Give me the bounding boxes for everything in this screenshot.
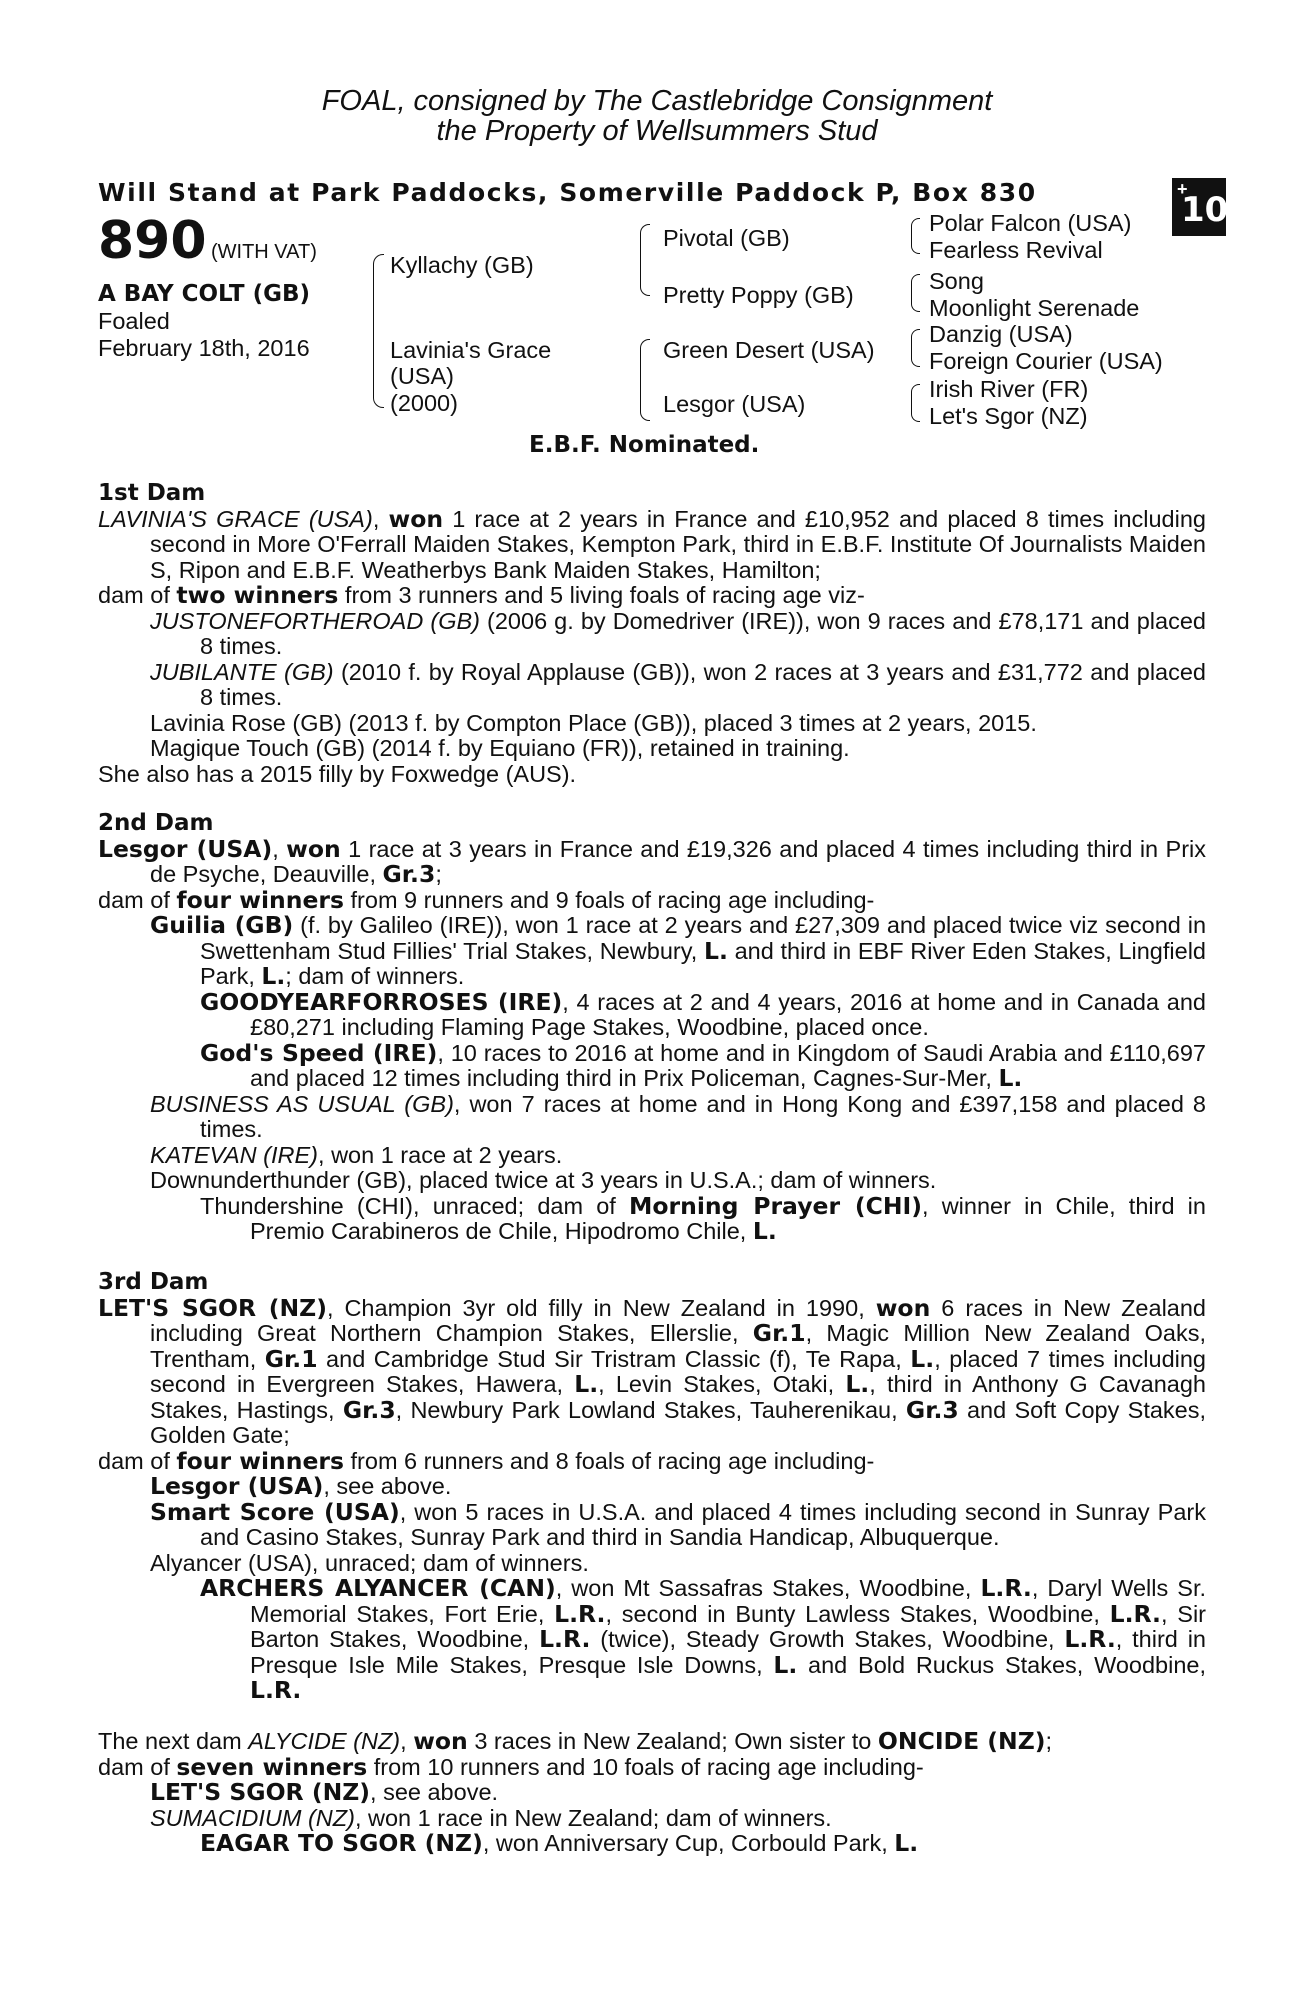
produce-entry: BUSINESS AS USUAL (GB), won 7 races at home and in Hong Kong and £397,158 and placed 8 times. bbox=[150, 1090, 1206, 1142]
box-badge bbox=[1172, 178, 1229, 236]
pedigree-brace-3b bbox=[911, 274, 920, 312]
dam-dam: Lesgor (USA) bbox=[663, 391, 806, 417]
sire: Kyllachy (GB) bbox=[390, 252, 534, 278]
produce-entry: SUMACIDIUM (NZ), won 1 race in New Zealand; dam of winners. bbox=[150, 1804, 832, 1831]
lot-number: 890 bbox=[98, 211, 207, 271]
third-dam-section bbox=[98, 1270, 1206, 1704]
first-dam-name: LAVINIA'S GRACE (USA) bbox=[98, 505, 373, 532]
second-dam-heading: 2nd Dam bbox=[98, 810, 214, 836]
first-dam-produce-summary: dam of two winners from 3 runners and 5 living foals of racing age viz- bbox=[98, 581, 865, 609]
sire-sire: Pivotal (GB) bbox=[663, 225, 790, 251]
first-dam-record: LAVINIA'S GRACE (USA), won 1 race at 2 years in France and £10,952 and placed 8 times including second in More O'Ferrall Maiden Stakes, Kempton Park, third in E.B.F. Institute Of Journalists Maiden S, Ripon and E.B.F. Weatherbys Bank Maiden Stakes, Hamilton; bbox=[98, 504, 1206, 583]
lot-title: A BAY COLT (GB) bbox=[98, 281, 311, 307]
produce-entry: JUSTONEFORTHEROAD (GB) (2006 g. by Domedriver (IRE)), won 9 races and £78,171 and placed 8 times. bbox=[150, 607, 1206, 659]
produce-entry: KATEVAN (IRE), won 1 race at 2 years. bbox=[150, 1141, 563, 1168]
produce-entry: Magique Touch (GB) (2014 f. by Equiano (FR)), retained in training. bbox=[150, 735, 850, 761]
dam-line-2: (USA) bbox=[390, 363, 454, 389]
produce-entry: Downunderthunder (GB), placed twice at 3 years in U.S.A.; dam of winners. bbox=[150, 1167, 937, 1193]
sire-dam: Pretty Poppy (GB) bbox=[663, 282, 854, 308]
produce-entry: Smart Score (USA), won 5 races in U.S.A. and placed 4 times including second in Sunray Park and Casino Stakes, Sunray Park and third in Sandia Handicap, Albuquerque. bbox=[150, 1497, 1206, 1550]
produce-entry: LET'S SGOR (NZ), see above. bbox=[150, 1778, 499, 1806]
ebf-note: E.B.F. Nominated. bbox=[529, 432, 760, 458]
pedigree-brace-3a bbox=[911, 218, 920, 254]
pedigree-brace-1 bbox=[373, 254, 384, 408]
produce-entry: Guilia (GB) (f. by Galileo (IRE)), won 1 race at 2 years and £27,309 and placed twice viz second in Swettenham Stud Fillies' Trial Stakes, Newbury, L. and third in EBF River Eden Stakes, Lingfield Park, L.; dam of winners. bbox=[150, 911, 1207, 990]
pedigree-brace-2a bbox=[640, 224, 650, 296]
pedigree-sds: Song bbox=[929, 268, 984, 294]
produce-entry: God's Speed (IRE), 10 races to 2016 at home and in Kingdom of Saudi Arabia and £110,697 and placed 12 times including third in Prix Policeman, Cagnes-Sur-Mer, L. bbox=[200, 1038, 1206, 1092]
foaled-label: Foaled bbox=[98, 308, 170, 334]
pedigree-brace-3d bbox=[911, 384, 920, 422]
dam-line-1: Lavinia's Grace bbox=[390, 337, 552, 363]
pedigree-ddd: Let's Sgor (NZ) bbox=[929, 403, 1088, 429]
first-dam-section bbox=[98, 481, 1206, 787]
produce-entry: Lesgor (USA), see above. bbox=[150, 1472, 452, 1500]
produce-entry: Alyancer (USA), unraced; dam of winners. bbox=[150, 1549, 589, 1576]
produce-entry: EAGAR TO SGOR (NZ), won Anniversary Cup, Corbould Park, L. bbox=[200, 1829, 919, 1857]
first-dam-heading: 1st Dam bbox=[98, 480, 206, 506]
pedigree-dds: Irish River (FR) bbox=[929, 376, 1089, 402]
pedigree-brace-2b bbox=[640, 339, 650, 421]
badge-plus: + bbox=[1177, 179, 1188, 199]
badge-number: 10 bbox=[1181, 190, 1229, 230]
second-dam-produce-summary: dam of four winners from 9 runners and 9 foals of racing age including- bbox=[98, 885, 875, 914]
consignor-line: FOAL, consigned by The Castlebridge Consignment bbox=[321, 85, 993, 117]
dam-sire: Green Desert (USA) bbox=[663, 337, 875, 363]
pedigree-brace-3c bbox=[911, 329, 920, 367]
next-dam-record: The next dam ALYCIDE (NZ), won 3 races in New Zealand; Own sister to ONCIDE (NZ); bbox=[98, 1727, 1053, 1755]
pedigree-sss: Polar Falcon (USA) bbox=[929, 210, 1132, 236]
foaled-date: February 18th, 2016 bbox=[98, 335, 310, 361]
stabling-line: Will Stand at Park Paddocks, Somerville Paddock P, Box 830 bbox=[98, 178, 1037, 207]
second-dam-record: Lesgor (USA), won 1 race at 3 years in France and £19,326 and placed 4 times including third in Prix de Psyche, Deauville, Gr.3; bbox=[98, 834, 1206, 888]
third-dam-heading: 3rd Dam bbox=[98, 1269, 209, 1295]
pedigree-dsd: Foreign Courier (USA) bbox=[929, 348, 1163, 374]
second-dam-section bbox=[98, 811, 1206, 1245]
next-dam-section bbox=[98, 1729, 1206, 1857]
pedigree-sdd: Moonlight Serenade bbox=[929, 295, 1140, 321]
produce-entry: GOODYEARFORROSES (IRE), 4 races at 2 and 4 years, 2016 at home and in Canada and £80,271 including Flaming Page Stakes, Woodbine, placed once. bbox=[200, 987, 1206, 1040]
pedigree-dss: Danzig (USA) bbox=[929, 321, 1073, 347]
pedigree-ssd: Fearless Revival bbox=[929, 237, 1103, 263]
produce-entry: JUBILANTE (GB) (2010 f. by Royal Applause (GB)), won 2 races at 3 years and £31,772 and placed 8 times. bbox=[150, 658, 1206, 710]
third-dam-record: LET'S SGOR (NZ), Champion 3yr old filly in New Zealand in 1990, won 6 races in New Zealand including Great Northern Champion Stakes, Ellerslie, Gr.1, Magic Million New Zealand Oaks, Trentham, Gr.1 and Cambridge Stud Sir Tristram Classic (f), Te Rapa, L., placed 7 times including second in Evergreen Stakes, Hawera, L., Levin Stakes, Otaki, L., third in Anthony G Cavanagh Stakes, Hastings, Gr.3, Newbury Park Lowland Stakes, Tauherenikau, Gr.3 and Soft Copy Stakes, Golden Gate; bbox=[98, 1293, 1207, 1448]
vat-note: (WITH VAT) bbox=[211, 241, 317, 263]
third-dam-produce-summary: dam of four winners from 6 runners and 8 foals of racing age including- bbox=[98, 1446, 875, 1475]
produce-note: She also has a 2015 filly by Foxwedge (AUS). bbox=[98, 760, 577, 787]
lot-number-block bbox=[98, 211, 317, 271]
produce-entry: Thundershine (CHI), unraced; dam of Morning Prayer (CHI), winner in Chile, third in Premio Carabineros de Chile, Hipodromo Chile, L. bbox=[200, 1191, 1206, 1245]
property-line: the Property of Wellsummers Stud bbox=[436, 115, 878, 147]
produce-entry: Lavinia Rose (GB) (2013 f. by Compton Place (GB)), placed 3 times at 2 years, 2015. bbox=[150, 709, 1037, 736]
dam-line-3: (2000) bbox=[390, 390, 458, 416]
next-dam-produce-summary: dam of seven winners from 10 runners and 10 foals of racing age including- bbox=[98, 1752, 924, 1781]
produce-entry: ARCHERS ALYANCER (CAN), won Mt Sassafras Stakes, Woodbine, L.R., Daryl Wells Sr. Memorial Stakes, Fort Erie, L.R., second in Bunty Lawless Stakes, Woodbine, L.R., Sir Barton Stakes, Woodbine, L.R. (twice), Steady Growth Stakes, Woodbine, L.R., third in Presque Isle Mile Stakes, Presque Isle Downs, L. and Bold Ruckus Stakes, Woodbine, L.R. bbox=[200, 1574, 1207, 1704]
